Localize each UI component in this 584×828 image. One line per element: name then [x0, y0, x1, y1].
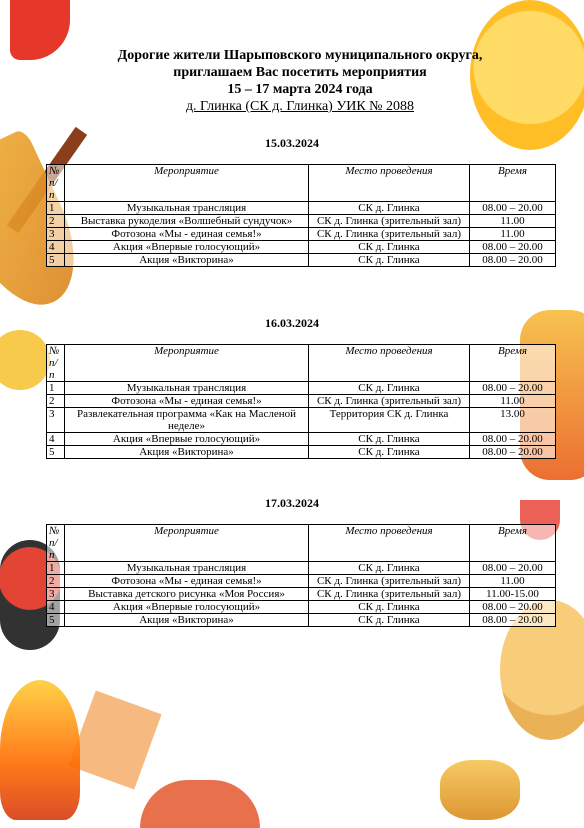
row-num: 5 — [47, 446, 65, 459]
table-row — [47, 241, 556, 254]
row-event: Выставка рукоделия «Волшебный сундучок» — [65, 215, 309, 228]
day-date: 15.03.2024 — [265, 136, 319, 150]
row-place: СК д. Глинка — [309, 433, 470, 446]
col-num-header: № п/п — [47, 525, 65, 562]
row-event: Музыкальная трансляция — [65, 202, 309, 215]
row-num: 2 — [47, 215, 65, 228]
table-row — [47, 614, 556, 627]
table-row — [47, 588, 556, 601]
col-place-header: Место проведения — [309, 165, 470, 202]
row-place: СК д. Глинка — [309, 202, 470, 215]
row-place: СК д. Глинка (зрительный зал) — [309, 588, 470, 601]
row-event: Акция «Впервые голосующий» — [65, 433, 309, 446]
row-time: 13.00 — [470, 408, 556, 433]
col-event-header: Мероприятие — [65, 525, 309, 562]
row-time: 08.00 – 20.00 — [470, 601, 556, 614]
row-num: 4 — [47, 241, 65, 254]
row-place: СК д. Глинка — [309, 601, 470, 614]
row-num: 3 — [47, 588, 65, 601]
row-num: 3 — [47, 228, 65, 241]
row-time: 08.00 – 20.00 — [470, 254, 556, 267]
row-time: 11.00 — [470, 228, 556, 241]
row-time: 11.00-15.00 — [470, 588, 556, 601]
row-place: СК д. Глинка (зрительный зал) — [309, 215, 470, 228]
row-event: Фотозона «Мы - единая семья!» — [65, 395, 309, 408]
row-time: 11.00 — [470, 575, 556, 588]
table-row — [47, 228, 556, 241]
schedule-table — [46, 164, 556, 267]
invitation-line: приглашаем Вас посетить мероприятия — [173, 65, 427, 80]
table-row — [47, 382, 556, 395]
row-time: 08.00 – 20.00 — [470, 562, 556, 575]
row-event: Акция «Впервые голосующий» — [65, 601, 309, 614]
row-time: 08.00 – 20.00 — [470, 446, 556, 459]
row-time: 08.00 – 20.00 — [470, 202, 556, 215]
row-place: СК д. Глинка — [309, 254, 470, 267]
col-num-header: № п/п — [47, 345, 65, 382]
col-time-header: Время — [470, 525, 556, 562]
table-row — [47, 433, 556, 446]
shawl-decoration — [68, 690, 161, 789]
row-time: 08.00 – 20.00 — [470, 614, 556, 627]
col-event-header: Мероприятие — [65, 345, 309, 382]
greeting-line: Дорогие жители Шарыповского муниципального округа, — [117, 48, 483, 63]
row-place: СК д. Глинка — [309, 614, 470, 627]
row-place: СК д. Глинка (зрительный зал) — [309, 575, 470, 588]
row-num: 2 — [47, 575, 65, 588]
table-row — [47, 215, 556, 228]
row-event: Акция «Впервые голосующий» — [65, 241, 309, 254]
table-row — [47, 446, 556, 459]
row-place: СК д. Глинка (зрительный зал) — [309, 228, 470, 241]
row-num: 4 — [47, 433, 65, 446]
pancakes-decoration — [440, 760, 520, 820]
row-place: Территория СК д. Глинка — [309, 408, 470, 433]
row-place: СК д. Глинка — [309, 446, 470, 459]
table-header-row — [47, 165, 556, 202]
row-event: Музыкальная трансляция — [65, 382, 309, 395]
col-place-header: Место проведения — [309, 525, 470, 562]
col-place-header: Место проведения — [309, 345, 470, 382]
table-row — [47, 562, 556, 575]
col-time-header: Время — [470, 165, 556, 202]
schedule-table — [46, 344, 556, 459]
row-time: 11.00 — [470, 215, 556, 228]
row-place: СК д. Глинка (зрительный зал) — [309, 395, 470, 408]
row-event: Акция «Викторина» — [65, 254, 309, 267]
row-num: 5 — [47, 254, 65, 267]
table-row — [47, 254, 556, 267]
row-num: 1 — [47, 382, 65, 395]
day-date: 17.03.2024 — [265, 496, 319, 510]
row-event: Фотозона «Мы - единая семья!» — [65, 575, 309, 588]
table-row — [47, 202, 556, 215]
table-header-row — [47, 525, 556, 562]
row-time: 11.00 — [470, 395, 556, 408]
table-row — [47, 408, 556, 433]
table-row — [47, 601, 556, 614]
dates-line: 15 – 17 марта 2024 года — [227, 82, 373, 97]
schedule-table — [46, 524, 556, 627]
row-event: Развлекательная программа «Как на Масленой неделе» — [65, 408, 309, 433]
row-num: 3 — [47, 408, 65, 433]
row-place: СК д. Глинка — [309, 382, 470, 395]
row-num: 1 — [47, 562, 65, 575]
table-row — [47, 575, 556, 588]
row-event: Фотозона «Мы - единая семья!» — [65, 228, 309, 241]
row-time: 08.00 – 20.00 — [470, 241, 556, 254]
table-row — [47, 395, 556, 408]
folk-hat-decoration — [10, 0, 70, 60]
col-time-header: Время — [470, 345, 556, 382]
row-event: Музыкальная трансляция — [65, 562, 309, 575]
bowl-decoration — [140, 780, 260, 828]
row-time: 08.00 – 20.00 — [470, 382, 556, 395]
page-header — [80, 47, 520, 115]
row-num: 1 — [47, 202, 65, 215]
location-line: д. Глинка (СК д. Глинка) УИК № 2088 — [185, 99, 415, 114]
bonfire-decoration — [0, 680, 80, 820]
row-place: СК д. Глинка — [309, 241, 470, 254]
row-event: Выставка детского рисунка «Моя Россия» — [65, 588, 309, 601]
row-event: Акция «Викторина» — [65, 614, 309, 627]
row-num: 5 — [47, 614, 65, 627]
row-time: 08.00 – 20.00 — [470, 433, 556, 446]
col-num-header: № п/п — [47, 165, 65, 202]
bird-decoration — [0, 330, 50, 390]
col-event-header: Мероприятие — [65, 165, 309, 202]
row-event: Акция «Викторина» — [65, 446, 309, 459]
row-place: СК д. Глинка — [309, 562, 470, 575]
day-date: 16.03.2024 — [265, 316, 319, 330]
row-num: 2 — [47, 395, 65, 408]
row-num: 4 — [47, 601, 65, 614]
table-header-row — [47, 345, 556, 382]
